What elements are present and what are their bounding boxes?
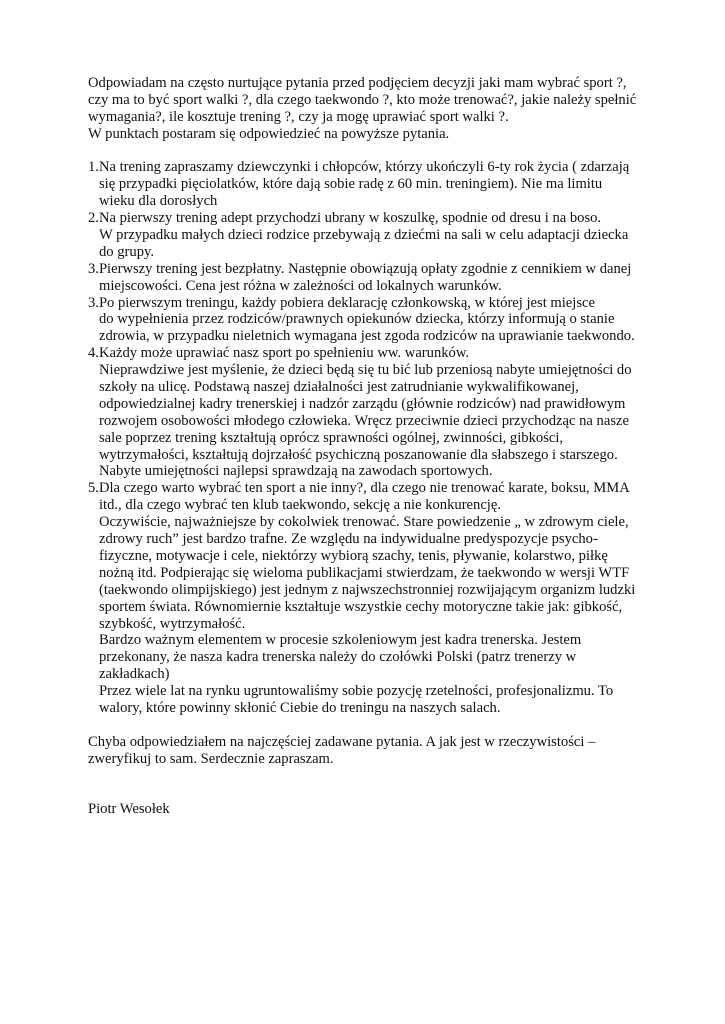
point-line: Nabyte umiejętności najlepsi sprawdzają na zawodach sportowych. (99, 463, 493, 480)
point-line: 4.Każdy może uprawiać nasz sport po spełnieniu ww. warunków. (88, 345, 470, 362)
point-line: do grupy. (99, 243, 154, 260)
point-line: zdrowia, w przypadku nieletnich wymagana jest zgoda rodziców na uprawianie taekwondo. (99, 328, 635, 345)
intro-line: W punktach postaram się odpowiedzieć na powyższe pytania. (88, 125, 450, 142)
point-line: 5.Dla czego warto wybrać ten sport a nie inny?, dla czego nie trenować karate, boksu, MMA (88, 480, 630, 497)
point-line: sale poprzez trening kształtują oprócz sprawności ogólnej, zwinności, gibkości, (99, 429, 564, 446)
point-line: wieku dla dorosłych (99, 193, 218, 210)
signature: Piotr Wesołek (88, 801, 170, 818)
closing-line: Chyba odpowiedziałem na najczęściej zadawane pytania. A jak jest w rzeczywistości – (88, 733, 596, 750)
point-2 (88, 210, 648, 261)
closing-line: zweryfikuj to sam. Serdecznie zapraszam. (88, 750, 334, 767)
point-line: zakładkach) (99, 666, 170, 683)
point-line: szybkość, wytrzymałość. (99, 615, 246, 632)
point-5 (88, 480, 648, 716)
point-3-declaration (88, 295, 648, 346)
point-line: szkoły na ulicę. Podstawą naszej działalności jest zatrudnianie wykwalifikowanej, (99, 379, 579, 396)
closing-paragraph (88, 734, 648, 768)
point-line: do wypełnienia przez rodziców/prawnych opiekunów dziecka, którzy informują o stanie (99, 311, 615, 328)
point-line: wytrzymałości, kształtują dojrzałość psychiczną poszanowanie dla słabszego i starszego. (99, 446, 618, 463)
point-line: 1.Na trening zapraszamy dziewczynki i chłopców, którzy ukończyli 6-ty rok życia ( zdarzają (88, 159, 630, 176)
spacer (88, 768, 648, 802)
point-line: przekonany, że nasza kadra trenerska należy do czołówki Polski (patrz trenerzy w (99, 649, 577, 666)
point-line: 3.Po pierwszym treningu, każdy pobiera deklarację członkowską, w której jest miejsce (88, 294, 595, 311)
document-page (88, 75, 648, 818)
spacer (88, 143, 648, 160)
point-line: fizyczne, motywacje i cele, niektórzy wybiorą szachy, tenis, pływanie, kolarstwo, piłkę (99, 547, 608, 564)
spacer (88, 717, 648, 734)
point-line: rozwojem osobowości młodego człowieka. Wręcz przeciwnie dzieci przychodząc na nasze (99, 412, 629, 429)
point-1 (88, 159, 648, 210)
point-line: 3.Pierwszy trening jest bezpłatny. Następnie obowiązują opłaty zgodnie z cennikiem w danej (88, 260, 632, 277)
point-4 (88, 345, 648, 480)
point-line: Nieprawdziwe jest myślenie, że dzieci będą się tu bić lub przeniosą nabyte umiejętności do (99, 362, 632, 379)
point-line: Oczywiście, najważniejsze by cokolwiek trenować. Stare powiedzenie „ w zdrowym ciele, (99, 514, 629, 531)
intro-paragraph (88, 75, 648, 143)
point-line: zdrowy ruch” jest bardzo trafne. Ze względu na indywidualne predyspozycje psycho- (99, 531, 598, 548)
point-line: 2.Na pierwszy trening adept przychodzi ubrany w koszulkę, spodnie od dresu i na boso. (88, 210, 602, 227)
point-3-fees (88, 261, 648, 295)
point-line: sportem świata. Równomiernie kształtuje wszystkie cechy motoryczne takie jak: gibkość, (99, 598, 623, 615)
point-line: walory, które powinny skłonić Ciebie do treningu na naszych salach. (99, 699, 501, 716)
point-line: nożną itd. Podpierając się wieloma publikacjami stwierdzam, że taekwondo w wersji WTF (99, 564, 630, 581)
point-line: Przez wiele lat na rynku ugruntowaliśmy sobie pozycję rzetelności, profesjonalizmu. To (99, 683, 614, 700)
point-line: miejscowości. Cena jest różna w zależności od lokalnych warunków. (99, 277, 502, 294)
intro-line: wymagania?, ile kosztuje trening ?, czy ja mogę uprawiać sport walki ?. (88, 108, 509, 125)
point-line: się przypadki pięciolatków, które dają sobie radę z 60 min. treningiem). Nie ma limitu (99, 176, 603, 193)
point-line: (taekwondo olimpijskiego) jest jednym z najwszechstronniej rozwijającym organizm ludzki (99, 581, 636, 598)
point-line: odpowiedzialnej kadry trenerskiej i nadzór zarządu (głównie rodziców) nad prawidłowym (99, 395, 626, 412)
point-line: Bardzo ważnym elementem w procesie szkoleniowym jest kadra trenerska. Jestem (99, 632, 582, 649)
intro-line: czy ma to być sport walki ?, dla czego taekwondo ?, kto może trenować?, jakie należy spełnić (88, 91, 637, 108)
point-line: itd., dla czego wybrać ten klub taekwondo, sekcję a nie konkurencję. (99, 497, 501, 514)
point-line: W przypadku małych dzieci rodzice przebywają z dziećmi na sali w celu adaptacji dziecka (99, 227, 629, 244)
intro-line: Odpowiadam na często nurtujące pytania przed podjęciem decyzji jaki mam wybrać sport ?, (88, 75, 627, 91)
